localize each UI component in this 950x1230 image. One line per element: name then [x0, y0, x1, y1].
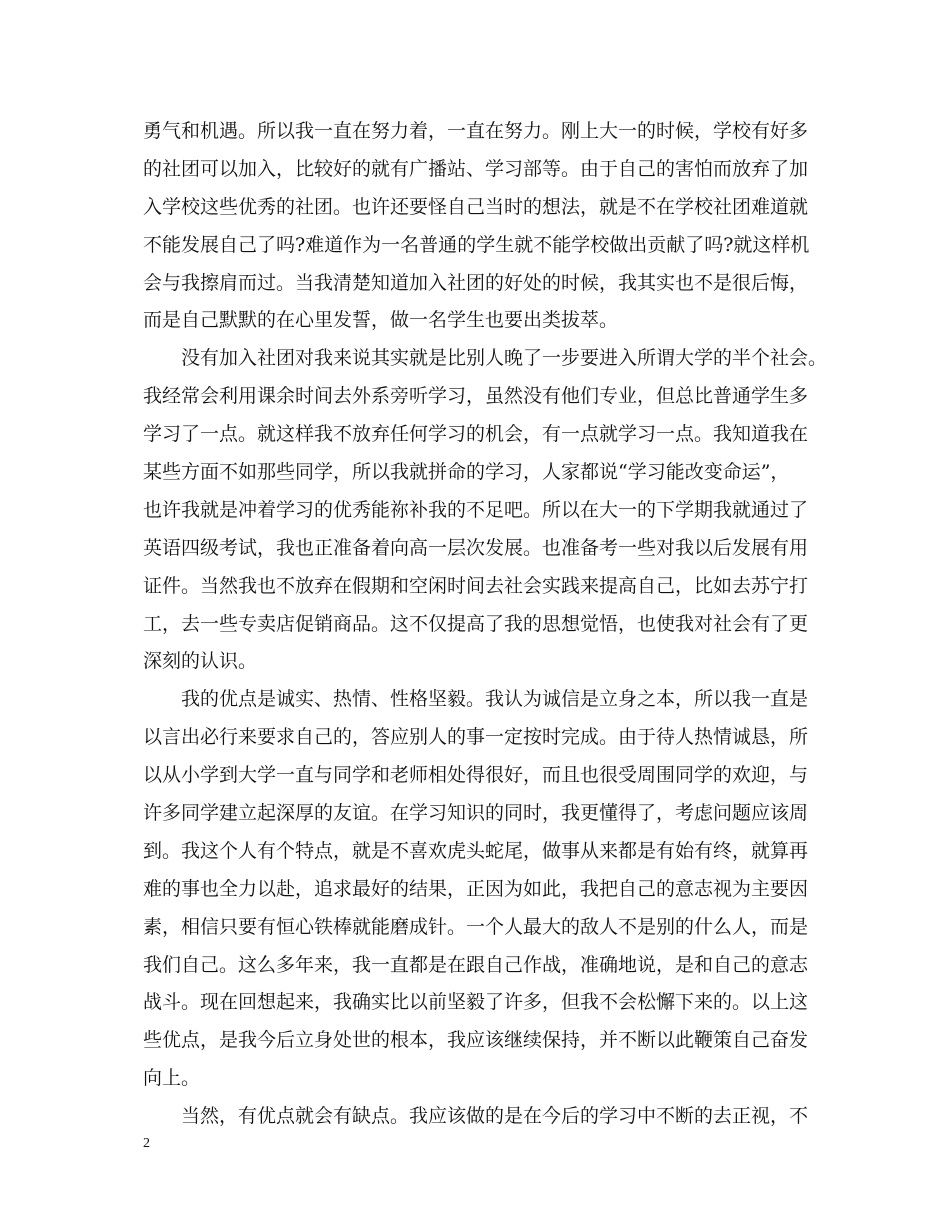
text-line: 我经常会利用课余时间去外系旁听学习，虽然没有他们专业，但总比普通学生多 — [143, 385, 809, 408]
paragraph-first-line: 我的优点是诚实、热情、性格坚毅。我认为诚信是立身之本，所以我一直是 — [181, 688, 809, 711]
text-line: 战斗。现在回想起来，我确实比以前坚毅了许多，但我不会松懈下来的。以上这 — [143, 991, 809, 1014]
text-line: 深刻的认识。 — [143, 650, 258, 673]
paragraph-first-line: 当然，有优点就会有缺点。我应该做的是在今后的学习中不断的去正视，不 — [181, 1105, 809, 1128]
text-line: 某些方面不如那些同学，所以我就拼命的学习，人家都说“学习能改变命运”， — [143, 461, 790, 484]
text-line: 素，相信只要有恒心铁棒就能磨成针。一个人最大的敌人不是别的什么人，而是 — [143, 915, 809, 938]
text-line: 也许我就是冲着学习的优秀能祢补我的不足吧。所以在大一的下学期我就通过了 — [143, 498, 809, 521]
text-line: 的社团可以加入，比较好的就有广播站、学习部等。由于自己的害怕而放弃了加 — [143, 157, 809, 180]
text-line: 以从小学到大学一直与同学和老师相处得很好，而且也很受周围同学的欢迎，与 — [143, 764, 809, 787]
text-line: 难的事也全力以赴，追求最好的结果，正因为如此，我把自己的意志视为主要因 — [143, 877, 809, 900]
text-line: 英语四级考试，我也正准备着向高一层次发展。也准备考一些对我以后发展有用 — [143, 536, 809, 559]
text-line: 勇气和机遇。所以我一直在努力着，一直在努力。刚上大一的时候，学校有好多 — [143, 120, 809, 142]
text-line: 以言出必行来要求自己的，答应别人的事一定按时完成。由于待人热情诚恳，所 — [143, 726, 809, 749]
text-line: 不能发展自己了吗?难道作为一名普通的学生就不能学校做出贡献了吗?就这样机 — [143, 233, 810, 256]
text-line: 而是自己默默的在心里发誓，做一名学生也要出类拔萃。 — [143, 309, 619, 332]
text-line: 学习了一点。就这样我不放弃任何学习的机会，有一点就学习一点。我知道我在 — [143, 423, 809, 446]
text-line: 我们自己。这么多年来，我一直都是在跟自己作战，准确地说，是和自己的意志 — [143, 953, 809, 976]
paragraph-first-line: 没有加入社团对我来说其实就是比别人晚了一步要进入所谓大学的半个社会。 — [181, 347, 828, 370]
text-line: 入学校这些优秀的社团。也许还要怪自己当时的想法，就是不在学校社团难道就 — [143, 195, 809, 218]
text-line: 许多同学建立起深厚的友谊。在学习知识的同时，我更懂得了，考虑问题应该周 — [143, 802, 809, 825]
text-line: 工，去一些专卖店促销商品。这不仅提高了我的思想觉悟，也使我对社会有了更 — [143, 612, 809, 635]
page-number: 2 — [143, 1136, 150, 1151]
text-line: 证件。当然我也不放弃在假期和空闲时间去社会实践来提高自己，比如去苏宁打 — [143, 574, 809, 597]
text-line: 会与我擦肩而过。当我清楚知道加入社团的好处的时候，我其实也不是很后悔， — [143, 271, 809, 294]
text-line: 到。我这个人有个特点，就是不喜欢虎头蛇尾，做事从来都是有始有终，就算再 — [143, 839, 809, 862]
text-line: 些优点，是我今后立身处世的根本，我应该继续保持，并不断以此鞭策自己奋发 — [143, 1029, 809, 1052]
text-line: 向上。 — [143, 1067, 201, 1090]
body-text — [143, 113, 828, 1136]
